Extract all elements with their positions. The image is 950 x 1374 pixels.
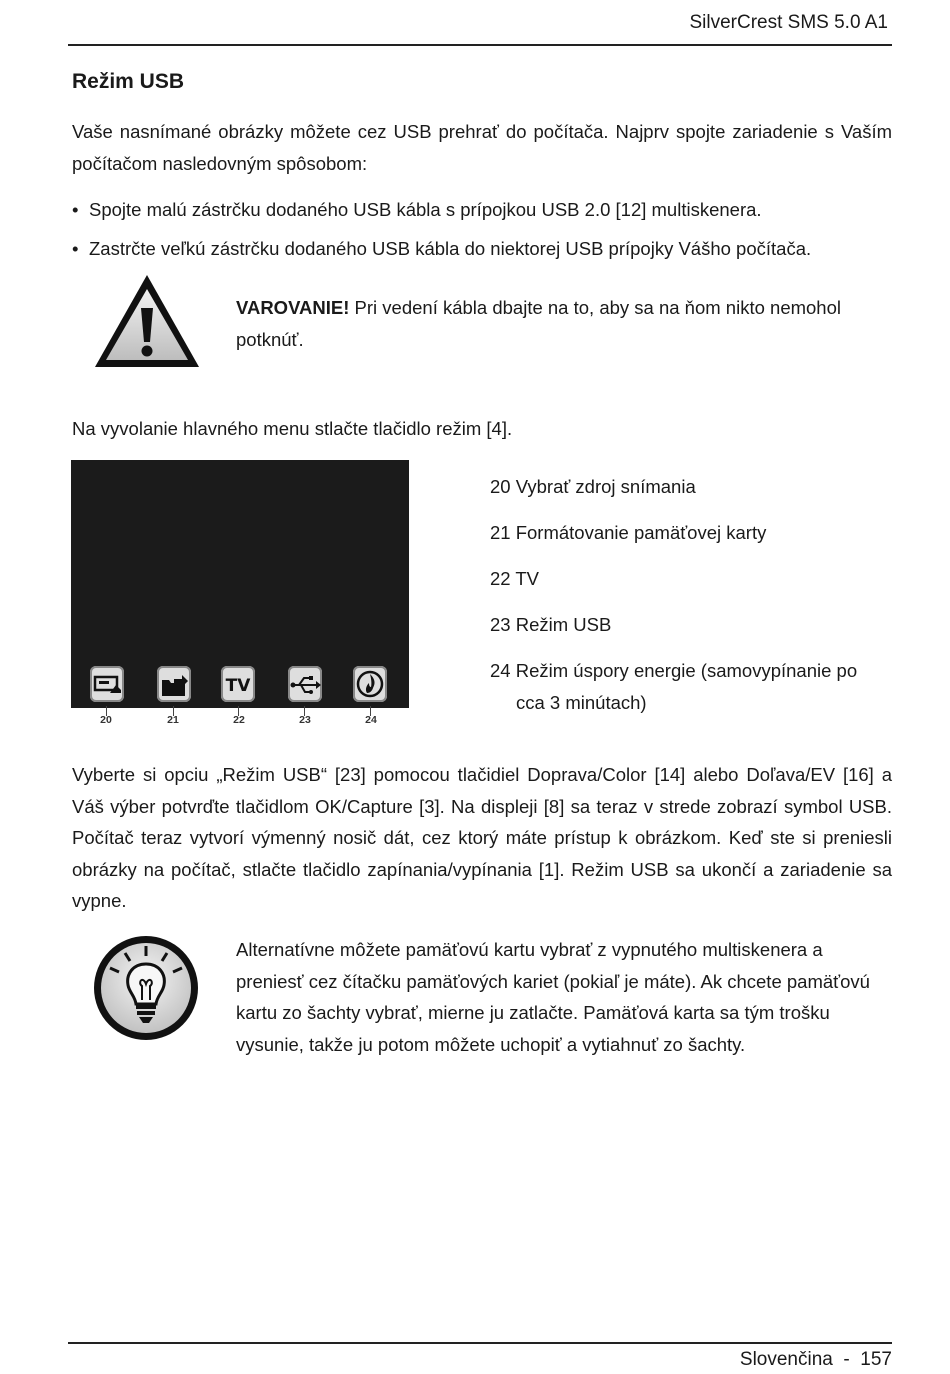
callout-number: 20 — [100, 714, 112, 726]
legend-item: 23 Režim USB — [490, 614, 612, 635]
legend-item: 22 TV — [490, 568, 540, 589]
bullet-dot: • — [72, 199, 79, 220]
tip-note: Alternatívne môžete pamäťovú kartu vybrať z vypnutého multiskenera a preniesť cez čítačku pamäťových kariet (pokiaľ je máte). Ak chcete pamäťovú kartu zo šachty vybrať, mierne ju zatlačte. Pamäťová karta sa tým trošku vysunie, takže ju potom môžete uchopiť a vytiahnuť zo šachty. — [236, 939, 870, 1055]
lightbulb-icon — [92, 934, 200, 1042]
header-title: SilverCrest SMS 5.0 A1 — [689, 12, 888, 33]
section-title: Režim USB — [72, 70, 185, 93]
callout-number: 22 — [233, 714, 245, 726]
callout-number: 21 — [167, 714, 179, 726]
power-save-icon — [353, 666, 387, 702]
bullet-text: Zastrčte veľkú zástrčku dodaného USB kábla do niektorej USB prípojky Vášho počítača. — [89, 238, 812, 259]
legend-item-continuation: cca 3 minútach) — [516, 691, 647, 713]
footer-page-label: Slovenčina - 157 — [739, 1349, 892, 1370]
menu-instruction: Na vyvolanie hlavného menu stlačte tlačidlo režim [4]. — [72, 418, 513, 439]
tv-glyph: TV — [225, 676, 251, 696]
tv-icon — [221, 666, 255, 702]
callout-number: 23 — [299, 714, 311, 726]
warning-note — [236, 292, 892, 355]
device-screen — [71, 460, 409, 708]
callout-number: 24 — [365, 714, 377, 726]
list-item — [72, 195, 892, 225]
footer-rule — [68, 1342, 892, 1344]
legend-item: 20 Vybrať zdroj snímania — [490, 476, 696, 497]
usb-mode-paragraph: Vyberte si opciu „Režim USB“ [23] pomocou tlačidiel Doprava/Color [14] alebo Doľava/EV [16] a Váš výber potvrďte tlačidlom OK/Capture [3]. Na displeji [8] sa teraz v strede zobrazí symbol USB. Počítač teraz vytvorí výmenný nosič dát, cez ktorý máte prístup k obrázkom. Keď ste si preniesli obrázky na počítač, stlačte tlačidlo zapínania/vypínania [1]. Režim USB sa ukončí a zariadenie sa vypne. — [72, 764, 892, 911]
legend-item-text: 24 Režim úspory energie (samovypínanie po — [490, 660, 858, 681]
legend-item — [490, 655, 890, 718]
warning-triangle-icon — [92, 272, 202, 370]
bullet-dot: • — [72, 238, 79, 259]
header-rule — [68, 44, 892, 46]
list-item — [72, 234, 892, 264]
legend-item: 21 Formátovanie pamäťovej karty — [490, 522, 767, 543]
card-reader-icon — [90, 666, 124, 702]
bullet-text: Spojte malú zástrčku dodaného USB kábla s prípojkou USB 2.0 [12] multiskenera. — [89, 199, 762, 220]
intro-paragraph: Vaše nasnímané obrázky môžete cez USB prehrať do počítača. Najprv spojte zariadenie s Vaším počítačom nasledovným spôsobom: — [72, 121, 892, 174]
warning-text: Pri vedení kábla dbajte na to, aby sa na ňom nikto nemohol potknúť. — [236, 297, 841, 350]
warning-label: VAROVANIE! — [236, 297, 350, 318]
folder-export-icon — [157, 666, 191, 702]
usb-icon — [288, 666, 322, 702]
